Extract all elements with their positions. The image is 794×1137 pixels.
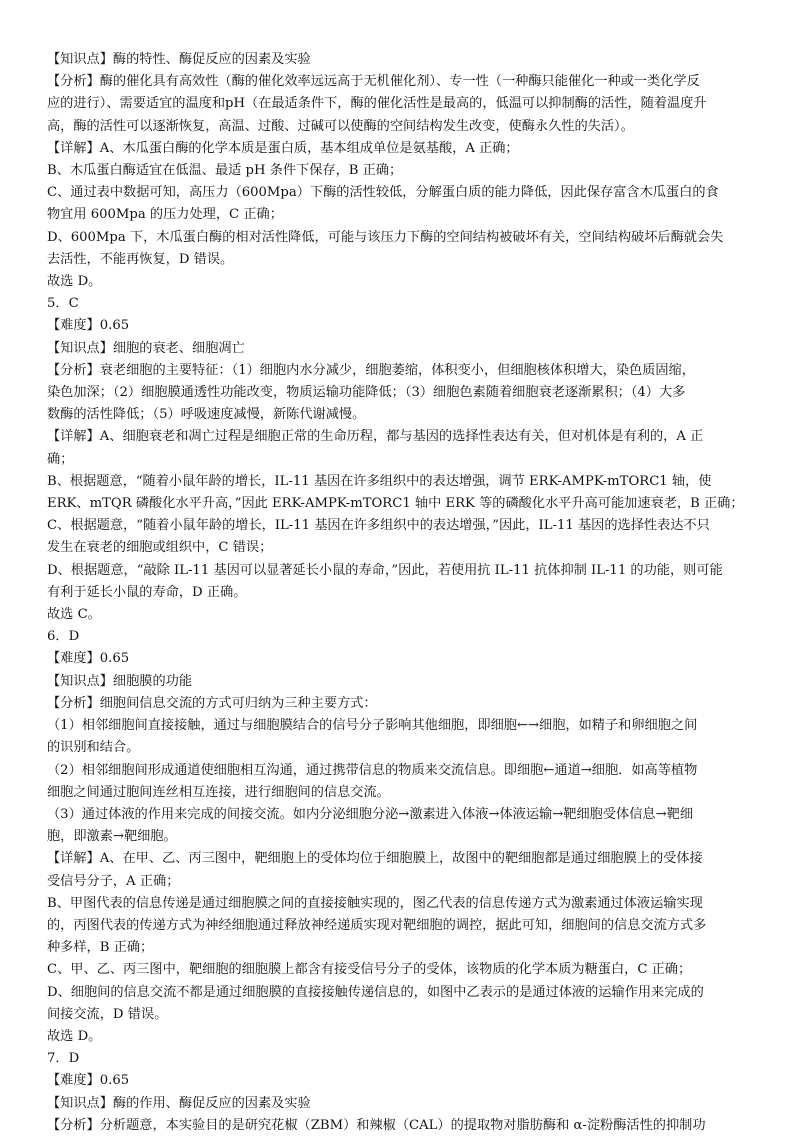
text-line: 应的进行）、需要适宜的温度和pH（在最适条件下，酶的催化活性是最高的，低温可以抑制酶的活性，随着温度升 — [47, 96, 707, 112]
text-line: 【分析】酶的催化具有高效性（酶的催化效率远远高于无机催化剂）、专一性（一种酶只能催化一种或一类化学反 — [47, 74, 700, 90]
text-line: 细胞之间通过胞间连丝相互连接，进行细胞间的信息交流。 — [47, 784, 390, 800]
text-line: B、木瓜蛋白酶适宜在低温、最适 pH 条件下保存，B 正确； — [47, 163, 403, 179]
text-line: B、甲图代表的信息传递是通过细胞膜之间的直接接触实现的，图乙代表的信息传递方式为激素通过体液运输实现 — [47, 895, 703, 911]
text-line: D、根据题意，“敲除 IL-11 基因可以显著延长小鼠的寿命，”因此，若使用抗 IL-11 抗体抑制 IL-11 的功能，则可能 — [47, 562, 723, 578]
text-line: 【难度】0.65 — [47, 1073, 130, 1089]
text-line: 故选 D。 — [47, 1028, 102, 1044]
text-line: 6．D — [47, 629, 80, 645]
text-line: 受信号分子，A 正确； — [47, 873, 180, 889]
text-line: 【难度】0.65 — [47, 318, 130, 334]
text-line: C、根据题意，“随着小鼠年龄的增长，IL-11 基因在许多组织中的表达增强，”因此，IL-11 基因的选择性表达不只 — [47, 518, 710, 534]
text-line: 的，丙图代表的传递方式为神经细胞通过释放神经递质实现对靶细胞的调控，据此可知，细胞间的信息交流方式多 — [47, 917, 707, 933]
text-line: 的识别和结合。 — [47, 740, 140, 756]
text-line: 5．C — [47, 296, 79, 312]
text-line: 【分析】细胞间信息交流的方式可归纳为三种主要方式： — [47, 695, 377, 711]
text-line: （3）通过体液的作用来完成的间接交流。如内分泌细胞分泌→激素进入体液→体液运输→靶细胞受体信息→靶细 — [47, 806, 694, 822]
text-line: 故选 C。 — [47, 607, 101, 623]
text-line: 高，酶的活性可以逐渐恢复，高温、过酸、过碱可以使酶的空间结构发生改变，使酶永久性的失活）。 — [47, 118, 634, 134]
text-line: 去活性，不能再恢复，D 错误。 — [47, 251, 234, 267]
text-line: 发生在衰老的细胞或组织中，C 错误； — [47, 540, 273, 556]
text-line: D、细胞间的信息交流不都是通过细胞膜的直接接触传递信息的，如图中乙表示的是通过体液的运输作用来完成的 — [47, 984, 704, 1000]
text-line: 【知识点】细胞膜的功能 — [47, 673, 193, 689]
text-line: 种多样，B 正确； — [47, 940, 154, 956]
text-line: 间接交流，D 错误。 — [47, 1006, 168, 1022]
text-line: 【分析】衰老细胞的主要特征：（1）细胞内水分减少，细胞萎缩，体积变小，但细胞核体积增大，染色质固缩， — [47, 362, 695, 378]
text-line: 胞，即激素→靶细胞。 — [47, 829, 177, 845]
document-page — [47, 49, 747, 1137]
text-line: 染色加深；（2）细胞膜通透性功能改变，物质运输功能降低；（3）细胞色素随着细胞衰老逐渐累积；（4）大多 — [47, 385, 686, 401]
text-line: 【详解】A、细胞衰老和凋亡过程是细胞正常的生命历程，都与基因的选择性表达有关，但对机体是有利的，A 正 — [47, 429, 704, 445]
text-line: 【知识点】酶的特性、酶促反应的因素及实验 — [47, 52, 311, 67]
text-line: ERK、mTQR 磷酸化水平升高，”因此 ERK-AMPK-mTORC1 轴中 ERK 等的磷酸化水平升高可能加速衰老，B 正确； — [47, 496, 744, 512]
text-line: （1）相邻细胞间直接接触，通过与细胞膜结合的信号分子影响其他细胞，即细胞←→细胞，如精子和卵细胞之间 — [47, 718, 698, 734]
text-line: 【知识点】酶的作用、酶促反应的因素及实验 — [47, 1095, 311, 1111]
text-line: C、通过表中数据可知，高压力（600Mpa）下酶的活性较低，分解蛋白质的能力降低，因此保存富含木瓜蛋白的食 — [47, 185, 719, 201]
text-line: 【详解】A、在甲、乙、丙三图中，靶细胞上的受体均位于细胞膜上，故图中的靶细胞都是通过细胞膜上的受体接 — [47, 851, 703, 867]
text-line: 7．D — [47, 1051, 80, 1067]
text-line: 【知识点】细胞的衰老、细胞凋亡 — [47, 340, 245, 356]
text-line: 【详解】A、木瓜蛋白酶的化学本质是蛋白质，基本组成单位是氨基酸，A 正确； — [47, 140, 519, 156]
text-line: D、600Mpa 下，木瓜蛋白酶的相对活性降低，可能与该压力下酶的空间结构被破坏有关，空间结构破坏后酶就会失 — [47, 229, 724, 245]
text-line: 确； — [47, 451, 74, 467]
text-line: 故选 D。 — [47, 274, 102, 290]
text-line: 数酶的活性降低；（5）呼吸速度减慢，新陈代谢减慢。 — [47, 407, 366, 423]
text-line: 【分析】分析题意，本实验目的是研究花椒（ZBM）和辣椒（CAL）的提取物对脂肪酶和 α-淀粉酶活性的抑制功 — [47, 1117, 706, 1133]
text-line: B、根据题意，“随着小鼠年龄的增长，IL-11 基因在许多组织中的表达增强，调节 ERK-AMPK-mTORC1 轴，使 — [47, 473, 712, 489]
text-line: 有利于延长小鼠的寿命，D 正确。 — [47, 584, 247, 600]
text-line: 【难度】0.65 — [47, 651, 130, 667]
text-line: 物宜用 600Mpa 的压力处理，C 正确； — [47, 207, 283, 223]
text-line: （2）相邻细胞间形成通道使细胞相互沟通，通过携带信息的物质来交流信息。即细胞←通道→细胞．如高等植物 — [47, 762, 698, 778]
text-line: C、甲、乙、丙三图中，靶细胞的细胞膜上都含有接受信号分子的受体，该物质的化学本质为糖蛋白，C 正确； — [47, 962, 692, 978]
